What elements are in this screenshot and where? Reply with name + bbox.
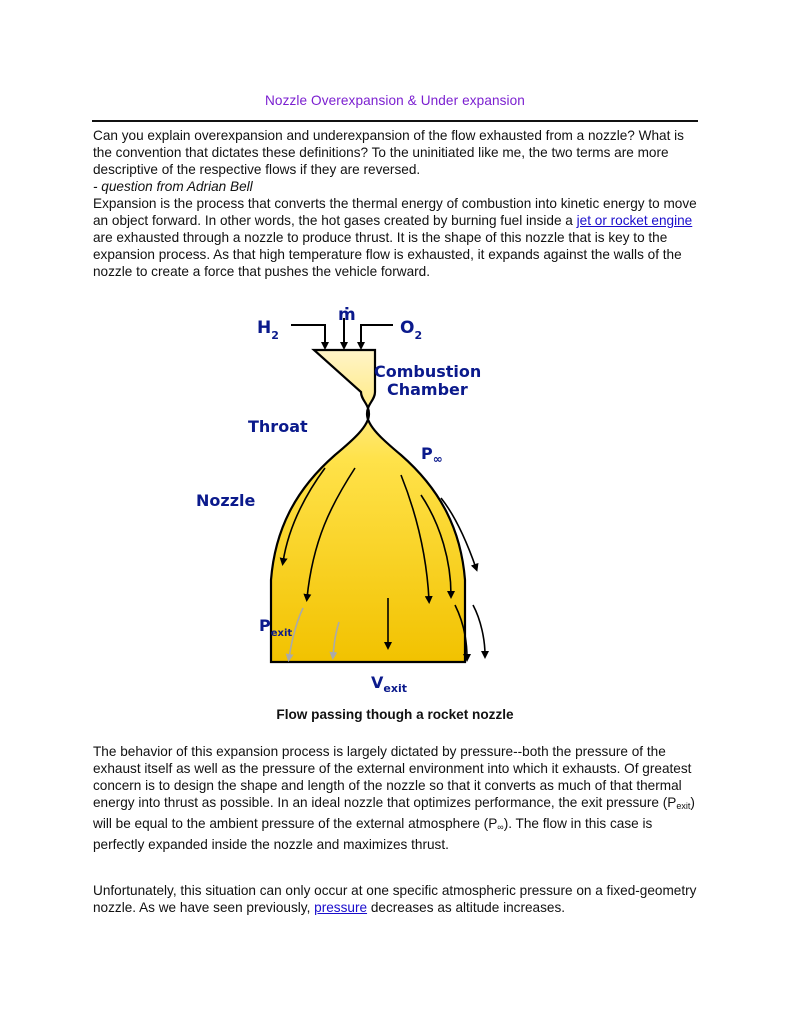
pexit-label-sub: exit <box>270 628 293 639</box>
mdot-label: ṁ <box>338 305 356 325</box>
body1-part2: ) will be equal to the ambient pressure of the external atmosphere (P <box>93 795 695 831</box>
o2-label-main: O <box>400 318 415 338</box>
pinf-label-main: P <box>421 444 433 463</box>
chamber-label: Chamber <box>387 380 468 399</box>
pinf-label <box>421 444 443 466</box>
body1-sub-inf: ∞ <box>497 822 504 832</box>
combustion-label: Combustion <box>374 362 482 381</box>
question-text: Can you explain overexpansion and underexpansion of the flow exhausted from a nozzle? What is the convention that dictates these definitions? To the uninitiated like me, the two terms are more descriptive of the respective flows if they are reversed. <box>93 128 684 177</box>
figure-caption: Flow passing though a rocket nozzle <box>276 707 514 722</box>
answer-intro <box>93 195 699 280</box>
pinf-label-sub: ∞ <box>432 452 443 466</box>
body1-part3: ). The flow in this case is perfectly expanded inside the nozzle and maximizes thrust. <box>93 816 653 852</box>
title-divider <box>92 120 698 122</box>
body-paragraph-2 <box>93 882 699 916</box>
h2-label <box>257 318 279 342</box>
body2-part1: Unfortunately, this situation can only occur at one specific atmospheric pressure on a fixed-geometry nozzle. As we have seen previously, <box>93 883 697 915</box>
o2-feed-line <box>361 325 393 346</box>
o2-label <box>400 318 422 342</box>
body-paragraph-1 <box>93 743 699 853</box>
jet-rocket-engine-link[interactable]: jet or rocket engine <box>576 213 693 228</box>
question-credit: - question from Adrian Bell <box>93 179 253 194</box>
throat-label: Throat <box>248 417 308 436</box>
body1-text <box>93 743 699 853</box>
vexit-label-sub: exit <box>383 682 407 695</box>
h2-feed-line <box>291 325 325 346</box>
vexit-label-main: V <box>371 673 384 692</box>
vexit-label <box>371 673 407 695</box>
nozzle-diagram <box>196 300 543 700</box>
body1-sub-exit: exit <box>676 801 691 811</box>
rocket-nozzle-figure <box>196 300 543 700</box>
body2-text <box>93 882 699 916</box>
flow-arrow-6 <box>473 605 485 655</box>
h2-label-main: H <box>257 318 272 338</box>
pexit-label-main: P <box>259 616 271 635</box>
pressure-link[interactable]: pressure <box>314 900 368 915</box>
body1-part1: The behavior of this expansion process is largely dictated by pressure--both the pressure of the exhaust itself as well as the pressure of the external environment into which it exhausts. Of greatest concern is to design the shape and length of the nozzle so that it converts as much of that thermal energy into thrust as possible. In an ideal nozzle that optimizes performance, the exit pressure (P <box>93 744 692 810</box>
body2-part2: decreases as altitude increases. <box>367 900 566 915</box>
answer-intro-part1: Expansion is the process that converts the thermal energy of combustion into kinetic energy to move an object forward. In other words, the hot gases created by burning fuel inside a <box>93 196 697 228</box>
nozzle-label: Nozzle <box>196 491 256 510</box>
question-block <box>93 127 699 280</box>
page-title: Nozzle Overexpansion & Under expansion <box>265 93 525 108</box>
answer-intro-part2: are exhausted through a nozzle to produce thrust. It is the shape of this nozzle that is key to the expansion process. As that high temperature flow is exhausted, it expands against the walls of the nozzle to create a force that pushes the vehicle forward. <box>93 230 682 279</box>
o2-label-sub: 2 <box>414 329 423 342</box>
h2-label-sub: 2 <box>271 329 279 342</box>
